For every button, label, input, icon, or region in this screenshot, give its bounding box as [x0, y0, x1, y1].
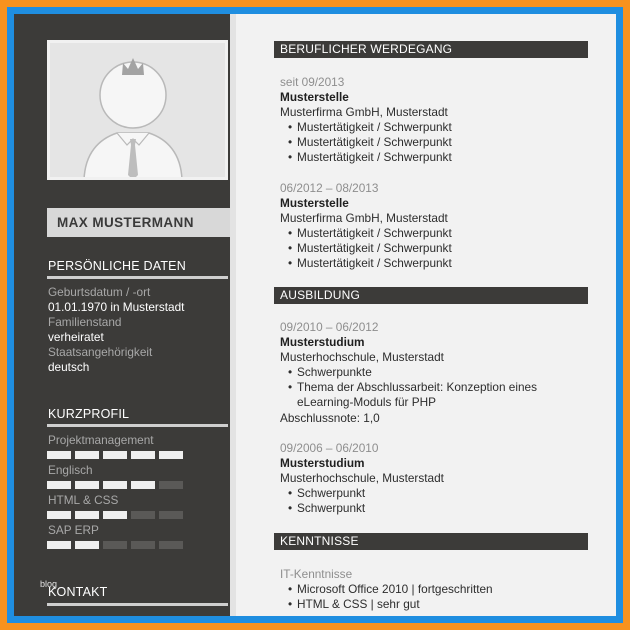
entry-date: seit 09/2013 — [280, 75, 345, 89]
name-box — [47, 208, 230, 237]
skill-item — [47, 433, 228, 463]
entry-grade-note: Abschlussnote: 1,0 — [280, 410, 380, 425]
knowledge-section — [280, 567, 588, 612]
skill-segment — [47, 511, 71, 519]
personal-data-rule — [47, 276, 228, 279]
entry-bullets — [280, 486, 588, 516]
skill-segment — [103, 511, 127, 519]
entry-title: Musterstudium — [280, 335, 365, 350]
skill-segment — [47, 541, 71, 549]
entry-bullets — [280, 365, 588, 410]
field-label-birth: Geburtsdatum / -ort — [48, 285, 151, 299]
section-heading-label: KENNTNISSE — [280, 534, 359, 548]
section-heading-career — [274, 41, 588, 58]
skill-segment — [159, 481, 183, 489]
skill-segment — [159, 451, 183, 459]
section-heading-education — [274, 287, 588, 304]
skill-label: SAP ERP — [48, 523, 99, 537]
field-label-marital-status: Familienstand — [48, 315, 122, 329]
skill-segment — [75, 451, 99, 459]
career-entry — [280, 75, 588, 166]
personal-data-fields — [48, 285, 228, 375]
skill-item — [47, 493, 228, 523]
skill-segment — [103, 541, 127, 549]
profile-rule — [47, 424, 228, 427]
watermark-text: blog — [40, 579, 58, 589]
skill-level-bar — [47, 451, 228, 459]
entry-organization: Musterhochschule, Musterstadt — [280, 350, 444, 365]
skill-segment — [159, 511, 183, 519]
skill-segment — [103, 451, 127, 459]
bullet-item: • Mustertätigkeit / Schwerpunkt — [280, 150, 588, 165]
field-value-nationality: deutsch — [48, 360, 90, 374]
knowledge-group — [280, 567, 588, 612]
bullet-item: • Mustertätigkeit / Schwerpunkt — [280, 256, 588, 271]
avatar-tie-knot — [130, 139, 136, 145]
avatar-crown — [122, 58, 144, 75]
skill-level-bar — [47, 511, 228, 519]
skill-level-bar — [47, 541, 228, 549]
knowledge-group-label: IT-Kenntnisse — [280, 567, 353, 581]
skill-list — [47, 433, 228, 553]
skill-item — [47, 523, 228, 553]
entry-date: 06/2012 – 08/2013 — [280, 180, 379, 195]
skill-segment — [75, 511, 99, 519]
entry-organization: Musterfirma GmbH, Musterstadt — [280, 105, 448, 120]
profile-photo — [47, 40, 228, 180]
skill-segment — [75, 481, 99, 489]
bullet-item: • Schwerpunkt — [280, 486, 588, 501]
education-section — [280, 320, 588, 516]
bullet-item: • Thema der Abschlussarbeit: Konzeption eines eLearning-Moduls für PHP — [280, 380, 588, 410]
bullet-item: • Schwerpunkt — [280, 501, 588, 516]
personal-data-heading: PERSÖNLICHE DATEN — [48, 259, 186, 273]
bullet-item: • Mustertätigkeit / Schwerpunkt — [280, 226, 588, 241]
career-entry — [280, 181, 588, 272]
skill-segment — [103, 481, 127, 489]
bullet-item: • HTML & CSS | sehr gut — [280, 597, 588, 612]
bullet-item: • Mustertätigkeit / Schwerpunkt — [280, 241, 588, 256]
entry-title: Musterstelle — [280, 195, 349, 210]
profile-heading: KURZPROFIL — [48, 407, 130, 421]
entry-date: 09/2010 – 06/2012 — [280, 320, 379, 334]
skill-label: Englisch — [48, 463, 93, 477]
skill-label: Projektmanagement — [48, 433, 154, 447]
field-value-marital-status: verheiratet — [48, 330, 104, 344]
section-heading-label: BERUFLICHER WERDEGANG — [280, 42, 453, 56]
skill-segment — [131, 511, 155, 519]
bullet-item: • Mustertätigkeit / Schwerpunkt — [280, 120, 588, 135]
section-heading-label: AUSBILDUNG — [280, 288, 361, 302]
person-name: MAX MUSTERMANN — [57, 215, 194, 230]
entry-title: Musterstudium — [280, 455, 365, 470]
entry-date: 09/2006 – 06/2010 — [280, 440, 379, 455]
education-entry — [280, 320, 588, 426]
bullet-item: • Schwerpunkte — [280, 365, 588, 380]
avatar-placeholder-icon — [47, 40, 228, 180]
field-value-birth: 01.01.1970 in Musterstadt — [48, 300, 185, 314]
skill-segment — [47, 451, 71, 459]
main-content — [236, 14, 616, 616]
section-heading-knowledge — [274, 533, 588, 550]
skill-item — [47, 463, 228, 493]
field-label-nationality: Staatsangehörigkeit — [48, 345, 153, 359]
skill-segment — [131, 451, 155, 459]
entry-organization: Musterhochschule, Musterstadt — [280, 470, 444, 485]
skill-segment — [75, 541, 99, 549]
skill-level-bar — [47, 481, 228, 489]
bullet-item: • Microsoft Office 2010 | fortgeschritten — [280, 582, 588, 597]
knowledge-bullets — [280, 582, 588, 612]
skill-segment — [159, 541, 183, 549]
skill-segment — [131, 481, 155, 489]
skill-label: HTML & CSS — [48, 493, 119, 507]
contact-rule — [47, 603, 228, 606]
sidebar — [14, 14, 230, 616]
entry-bullets — [280, 120, 588, 165]
skill-segment — [47, 481, 71, 489]
bullet-item: • Mustertätigkeit / Schwerpunkt — [280, 135, 588, 150]
entry-bullets — [280, 226, 588, 271]
entry-organization: Musterfirma GmbH, Musterstadt — [280, 210, 448, 225]
contact-heading: KONTAKT — [48, 585, 108, 599]
education-entry — [280, 441, 588, 516]
skill-segment — [131, 541, 155, 549]
career-section — [280, 75, 588, 271]
entry-title: Musterstelle — [280, 90, 349, 105]
